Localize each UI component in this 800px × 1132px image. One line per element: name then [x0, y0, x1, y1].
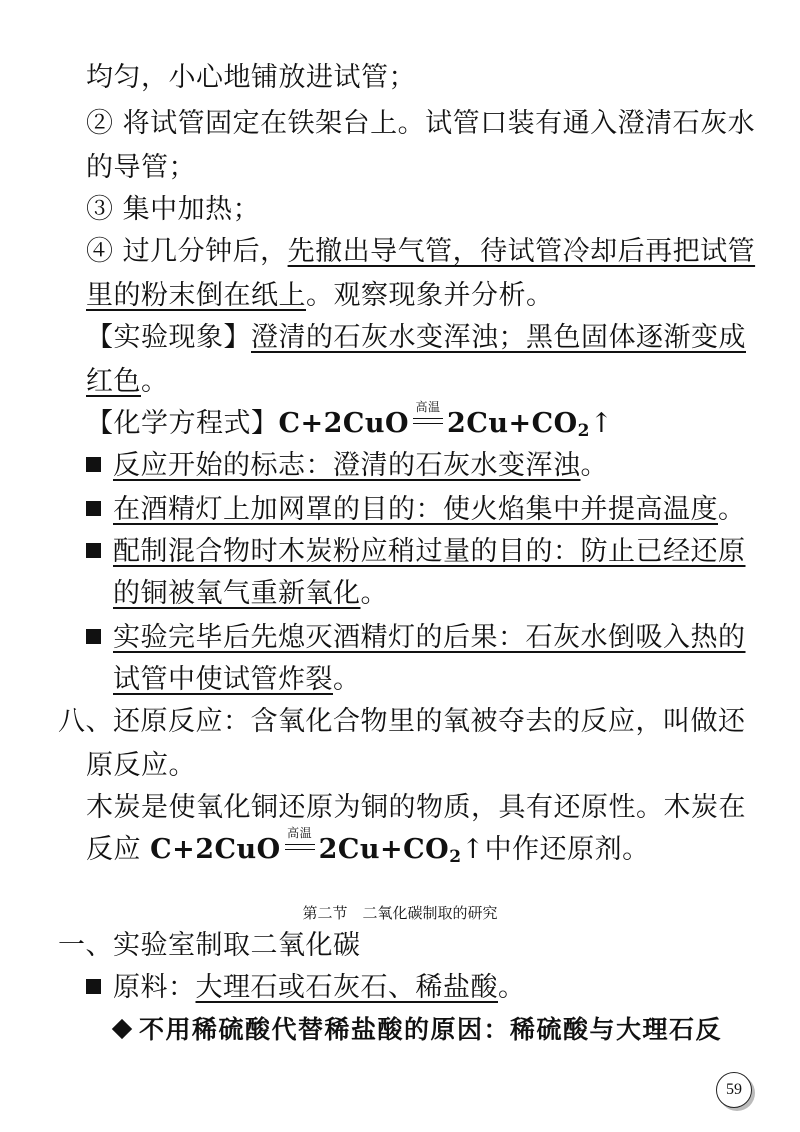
text-span: 原反应。	[86, 750, 196, 781]
underlined-text: 里的粉末倒在纸上	[86, 280, 306, 311]
text-span: ② 将试管固定在铁架台上。试管口装有通入澄清石灰水	[86, 108, 756, 139]
underlined-text: 澄清的石灰水变浑浊；黑色固体逐渐变成	[251, 322, 746, 353]
underlined-text: 大理石或石灰石、稀盐酸	[195, 972, 498, 1003]
text-span: 。	[360, 578, 388, 609]
reaction-condition	[283, 826, 317, 860]
diamond-line	[113, 1010, 722, 1050]
text-line	[113, 660, 361, 700]
square-bullet-icon	[86, 979, 101, 994]
subscript: 2	[577, 421, 590, 441]
section-title: 第二节 二氧化碳制取的研究	[302, 904, 498, 922]
text-span: 。	[498, 972, 526, 1003]
bullet-line	[86, 446, 608, 486]
text-line	[86, 190, 260, 230]
label-bracket: 【化学方程式】	[86, 408, 279, 439]
text-span: 一、实验室制取二氧化碳	[58, 930, 361, 961]
reaction-condition	[411, 400, 445, 434]
heading-line	[58, 702, 746, 742]
products: 2Cu+CO	[318, 834, 450, 865]
square-bullet-icon	[86, 629, 101, 644]
text-span: ④ 过几分钟后，	[86, 236, 288, 267]
square-bullet-icon	[86, 501, 101, 516]
underlined-text: 先撤出导气管，待试管冷却后再把试管	[287, 236, 756, 267]
equation-line	[86, 400, 614, 451]
text-line	[86, 362, 169, 402]
condition-label: 高温	[287, 826, 313, 840]
text-line	[86, 276, 554, 316]
text-line	[86, 746, 196, 786]
square-bullet-icon	[86, 543, 101, 558]
reactants: C+2CuO	[150, 834, 281, 865]
text-span: 反应	[86, 834, 151, 865]
underlined-text: 配制混合物时木炭粉应稍过量的目的：防止已经还原	[113, 536, 746, 567]
underlined-text: 反应开始的标志：澄清的石灰水变浑浊	[113, 450, 581, 481]
diamond-bullet-icon	[112, 1019, 132, 1039]
text-span: 。	[141, 366, 169, 397]
text-span: 中作还原剂。	[484, 834, 650, 865]
page-number: 59	[716, 1072, 752, 1108]
text-span: 八、还原反应：含氧化合物里的氧被夺去的反应，叫做还	[58, 706, 746, 737]
underlined-text: 在酒精灯上加网罩的目的：使火焰集中并提高温度	[113, 494, 718, 525]
text-span: ③ 集中加热；	[86, 194, 261, 225]
text-line	[86, 58, 416, 98]
square-bullet-icon	[86, 457, 101, 472]
text-line	[86, 148, 196, 188]
up-arrow-icon: ↑	[461, 834, 485, 865]
up-arrow-icon: ↑	[589, 408, 614, 439]
subscript: 2	[449, 847, 462, 867]
text-span: 均匀，小心地铺放进试管；	[86, 62, 416, 93]
condition-label: 高温	[415, 400, 441, 414]
text-line	[86, 318, 746, 358]
underlined-text: 实验完毕后先熄灭酒精灯的后果：石灰水倒吸入热的	[113, 622, 746, 653]
text-span: 的导管；	[86, 152, 196, 183]
text-span: 。	[333, 664, 361, 695]
bullet-line	[86, 532, 746, 572]
text-line	[86, 788, 746, 828]
bullet-line	[86, 968, 526, 1008]
text-line	[113, 574, 388, 614]
underlined-text: 红色	[86, 366, 141, 397]
text-span: 。观察现象并分析。	[306, 280, 554, 311]
equation-line	[86, 826, 650, 877]
text-span: 原料：	[113, 972, 196, 1003]
text-span: 木炭是使氧化铜还原为铜的物质，具有还原性。木炭在	[86, 792, 746, 823]
bullet-line	[86, 618, 746, 658]
text-line	[86, 232, 755, 272]
text-span: 。	[718, 494, 746, 525]
underlined-text: 的铜被氧气重新氧化	[113, 578, 361, 609]
label-bracket: 【实验现象】	[86, 322, 251, 353]
heading-line	[58, 926, 361, 966]
underlined-text: 试管中使试管炸裂	[113, 664, 333, 695]
products: 2Cu+CO	[447, 408, 578, 439]
text-line	[86, 104, 755, 144]
text-span: 不用稀硫酸代替稀盐酸的原因：稀硫酸与大理石反	[139, 1015, 723, 1044]
reactants: C+2CuO	[278, 408, 410, 439]
bullet-line	[86, 490, 746, 530]
text-span: 。	[580, 450, 608, 481]
